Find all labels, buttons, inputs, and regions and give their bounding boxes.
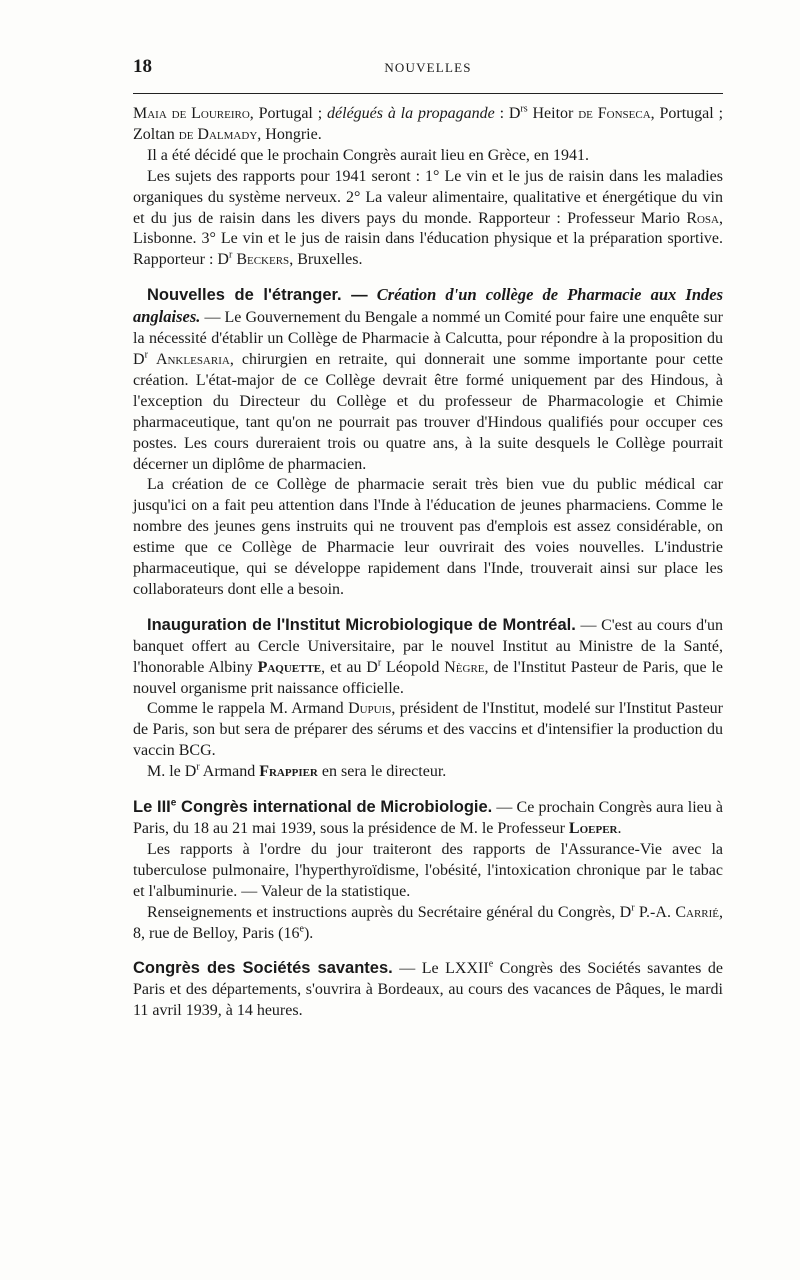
section-subheading: Création d'un collège de Pharmacie aux Indes anglaises. xyxy=(133,285,723,327)
paragraph-pharmacy-college: La création de ce Collège de pharmacie serait très bien vue du public médical car jusqu'ici on a fait peu attention dans l'Inde à l'éducation de jeunes pharmaciens. Comme le nombre des jeunes gens instruits qui ne trouvent pas d'emplois est assez considérable, on estime que ce Collège de Pharmacie leur ouvrirait des voies nouvelles. L'industrie pharmaceutique, qui se développe rapidement dans l'Inde, trouverait ainsi sur place les collaborateurs dont elle a besoin. xyxy=(133,476,723,598)
section-heading: Inauguration de l'Institut Microbiologique de Montréal. xyxy=(147,615,576,634)
section-heading: Nouvelles de l'étranger. — xyxy=(147,286,368,305)
running-head: NOUVELLES xyxy=(384,60,472,75)
section-congres-microbiologie: Le IIIe Congrès international de Microbiologie. — Ce prochain Congrès aura lieu à Paris, du 18 au 21 mai 1939, sous la présidence de M. le Professeur Loeper. xyxy=(133,797,723,837)
paragraph-congress-info: Renseignements et instructions auprès du Secrétaire général du Congrès, $D^r$ P.-A. Carrié, 8, rue de Belloy, Paris (16e). xyxy=(133,902,723,942)
article-body xyxy=(133,104,723,1022)
header-rule xyxy=(133,93,723,94)
paragraph-reports-agenda: Les rapports à l'ordre du jour traiteront des rapports de l'Assurance-Vie avec la tuberculose pulmonaire, l'hyperthyroïdisme, l'obésité, l'intoxication chronique par le tabac et l'albuminurie. — Valeur de la statistique. xyxy=(133,840,723,900)
section-societes-savantes: Congrès des Sociétés savantes. — Le LXXIIe Congrès des Sociétés savantes de Paris et des départements, s'ouvrira à Bordeaux, au cours des vacances de Pâques, le mardi 11 avril 1939, à 14 heures. xyxy=(133,959,724,1020)
paragraph-next-congress: Il a été décidé que le prochain Congrès aurait lieu en Grèce, en 1941. xyxy=(147,146,590,164)
paragraph-institut-director: M. le $D^r$ Armand Frappier en sera le directeur. xyxy=(147,761,447,781)
paragraph-institut-goal: Comme le rappela M. Armand Dupuis, président de l'Institut, modelé sur l'Institut Pasteur de Paris, son but sera de préparer des sérums et des vaccins et d'intensifier la production du vaccin BCG. xyxy=(133,700,724,760)
section-heading: Congrès des Sociétés savantes. xyxy=(133,959,393,978)
page-number: 18 xyxy=(133,56,152,77)
paragraph-report-subjects: Les sujets des rapports pour 1941 seront : 1° Le vin et le jus de raisin dans les maladies organiques du système nerveux. 2° La valeur alimentaire, qualitative et énergétique du vin et du jus de raisin dans les divers pays du monde. Rapporteur : Professeur Mario Rosa, Lisbonne. 3° Le vin et le jus de raisin dans l'éducation physique et la préparation sportive. Rapporteur : $D^r$ Beckers, Bruxelles. xyxy=(133,167,723,269)
paragraph-delegates: Maia de Loureiro, Portugal ; délégués à la propagande : $D^{rs}$ Heitor de Fonseca, Portugal ; Zoltan de Dalmady, Hongrie. xyxy=(133,103,724,143)
page-header xyxy=(133,56,723,82)
section-heading: Le IIIe Congrès international de Microbiologie. xyxy=(133,797,493,817)
section-institut-montreal: Inauguration de l'Institut Microbiologique de Montréal. — C'est au cours d'un banquet offert au Cercle Universitaire, par le nouvel Institut au Ministre de la Santé, l'honorable Albiny Paquette, et au $D^r$ Léopold Nègre, de l'Institut Pasteur de Paris, que le nouvel organisme prit naissance officielle. xyxy=(133,615,724,697)
section-nouvelles-etranger: Nouvelles de l'étranger. — Création d'un collège de Pharmacie aux Indes anglaises. — Le Gouvernement du Bengale a nommé un Comité pour faire une enquête sur la nécessité d'établir un Collège de Pharmacie à Calcutta, pour répondre à la proposition du $D^r$ Anklesaria, chirurgien en retraite, qui donnerait une somme importante pour cette création. L'état-major de ce Collège devrait être formé uniquement par des Hindous, à l'exception du Directeur du Collège et du professeur de Pharmacologie et Chimie pharmaceutique, tant qu'on ne pourrait pas trouver d'Hindous qualifiés pour occuper ces postes. Les cours dureraient trois ou quatre ans, à la suite desquels le Collège pourrait décerner un diplôme de pharmacien. xyxy=(133,285,723,473)
